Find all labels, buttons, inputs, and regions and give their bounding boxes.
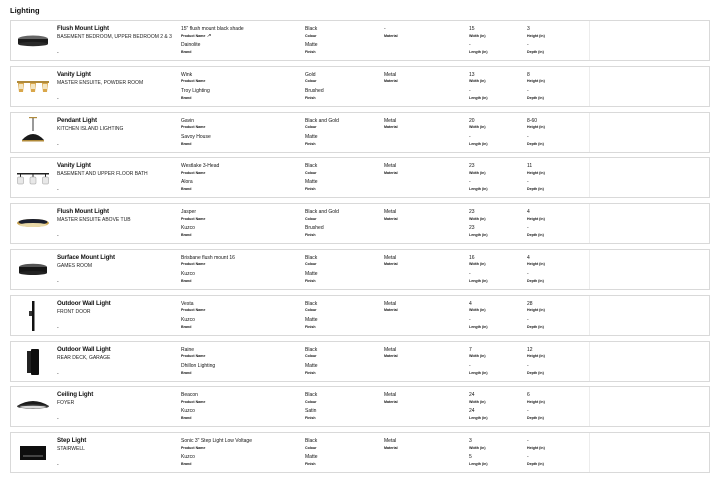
lighting-list	[10, 20, 710, 478]
product-name-label: Product Name	[181, 170, 206, 175]
step-light-icon	[13, 436, 53, 469]
depth-value: -	[527, 42, 529, 48]
length-value: -	[469, 133, 471, 140]
brand-label: Brand	[181, 50, 192, 54]
divider	[589, 250, 590, 289]
height-label: Height (in)	[527, 79, 545, 84]
item-note: -	[57, 233, 59, 240]
length-value: 23	[469, 225, 475, 232]
brand-label: Brand	[181, 462, 192, 467]
item-location: GAMES ROOM	[57, 262, 93, 269]
colour-label: Colour	[305, 399, 317, 404]
height-value: 4	[527, 254, 530, 261]
brand-value: Kuzco	[181, 316, 195, 323]
list-item[interactable]	[10, 66, 710, 107]
divider	[589, 67, 590, 106]
item-name: Flush Mount Light	[57, 25, 109, 32]
colour-value: Black	[305, 438, 318, 445]
width-value: 24	[469, 392, 475, 399]
width-value: 16	[469, 254, 475, 261]
item-note: -	[57, 95, 59, 102]
product-name-label	[181, 34, 211, 38]
colour-value: Gold	[305, 71, 316, 78]
depth-label: Depth (in)	[527, 462, 544, 467]
product-name-value: Vesta	[181, 300, 194, 307]
item-location: MASTER ENSUITE, POWDER ROOM	[57, 79, 144, 86]
product-name-label-text: Product Name	[181, 33, 206, 38]
depth-label: Depth (in)	[527, 324, 544, 329]
item-name: Outdoor Wall Light	[57, 345, 111, 353]
product-name-value: Westlake 3-Head	[181, 163, 220, 170]
material-value: Metal	[384, 254, 397, 261]
height-value: -	[527, 438, 529, 445]
vanity-3-head-light-icon	[13, 161, 53, 194]
length-value: -	[469, 87, 471, 94]
width-label: Width (in)	[469, 170, 486, 175]
height-value: 4	[527, 209, 530, 216]
list-item[interactable]	[10, 432, 710, 473]
length-value: -	[469, 316, 471, 323]
depth-value: -	[527, 270, 529, 277]
item-note: -	[57, 278, 59, 285]
width-value: 13	[469, 71, 475, 78]
item-note: -	[57, 141, 59, 148]
depth-value: -	[527, 179, 529, 186]
length-label: Length (in)	[469, 416, 488, 421]
outdoor-wall-cylinder-light-icon	[13, 345, 53, 378]
product-name-value: Sonic 3" Step Light Low Voltage	[181, 438, 252, 445]
colour-label: Colour	[305, 354, 317, 359]
colour-value: Black and Gold	[305, 209, 339, 216]
height-label: Height (in)	[527, 445, 545, 450]
width-label: Width (in)	[469, 125, 486, 130]
outdoor-wall-bar-light-icon	[13, 299, 53, 332]
finish-value: Matte	[305, 42, 318, 48]
divider	[589, 113, 590, 152]
height-label: Height (in)	[527, 125, 545, 130]
material-label: Material	[384, 79, 398, 84]
height-label: Height (in)	[527, 399, 545, 404]
divider	[589, 387, 590, 426]
item-location: FOYER	[57, 400, 75, 407]
depth-label: Depth (in)	[527, 95, 544, 100]
width-value: 15	[469, 26, 475, 32]
item-note: -	[57, 187, 59, 194]
length-label: Length (in)	[469, 278, 488, 283]
length-label: Length (in)	[469, 233, 488, 238]
finish-value: Matte	[305, 362, 318, 369]
finish-label: Finish	[305, 233, 316, 238]
material-label: Material	[384, 170, 398, 175]
list-item[interactable]	[10, 341, 710, 382]
product-name-value: Jasper	[181, 209, 197, 216]
divider	[589, 204, 590, 243]
material-value: Metal	[384, 392, 397, 399]
depth-value: -	[527, 133, 529, 140]
width-label: Width (in)	[469, 33, 486, 38]
item-location: KITCHEN ISLAND LIGHTING	[57, 125, 124, 132]
material-value: Metal	[384, 300, 397, 307]
ceiling-light-icon	[13, 390, 53, 423]
product-name-label: Product Name	[181, 308, 206, 313]
brand-value: Alora	[181, 179, 193, 186]
item-name: Outdoor Wall Light	[57, 299, 111, 307]
product-name-value: Gavin	[181, 117, 195, 124]
brand-value: Kuzco	[181, 225, 195, 232]
length-label: Length (in)	[469, 95, 488, 100]
length-label: Length (in)	[469, 370, 488, 375]
item-name: Ceiling Light	[57, 391, 94, 399]
colour-label: Colour	[305, 79, 317, 84]
finish-value: Brushed	[305, 87, 324, 94]
list-item[interactable]	[10, 295, 710, 336]
product-name-label: Product Name	[181, 399, 206, 404]
colour-value: Black	[305, 300, 318, 307]
product-name-label: Product Name	[181, 354, 206, 359]
material-value: Metal	[384, 209, 397, 216]
divider	[589, 296, 590, 335]
list-item[interactable]	[10, 112, 710, 153]
brand-label: Brand	[181, 141, 192, 146]
material-value: Metal	[384, 117, 397, 124]
finish-value: Brushed	[305, 225, 324, 232]
product-name-label: Product Name	[181, 216, 206, 221]
material-label: Material	[384, 216, 398, 221]
colour-value: Black	[305, 163, 318, 170]
length-value: -	[469, 270, 471, 277]
finish-value: Matte	[305, 133, 318, 140]
finish-value: Matte	[305, 316, 318, 323]
colour-label: Colour	[305, 308, 317, 313]
finish-label: Finish	[305, 462, 316, 467]
length-value: -	[469, 179, 471, 186]
width-value: 7	[469, 346, 472, 353]
item-location: BASEMENT AND UPPER FLOOR BATH	[57, 171, 148, 178]
brand-label: Brand	[181, 370, 192, 375]
width-label: Width (in)	[469, 354, 486, 359]
depth-value: -	[527, 454, 529, 461]
height-value: 8	[527, 71, 530, 78]
height-label: Height (in)	[527, 262, 545, 267]
depth-label: Depth (in)	[527, 233, 544, 238]
colour-label: Colour	[305, 125, 317, 130]
item-note: -	[57, 462, 59, 469]
depth-label: Depth (in)	[527, 370, 544, 375]
width-value: 3	[469, 438, 472, 445]
material-label: Material	[384, 262, 398, 267]
list-item[interactable]	[10, 157, 710, 198]
material-value: Metal	[384, 438, 397, 445]
item-name: Step Light	[57, 437, 87, 445]
width-value: 4	[469, 300, 472, 307]
brand-label: Brand	[181, 95, 192, 100]
width-label: Width (in)	[469, 216, 486, 221]
length-label: Length (in)	[469, 50, 488, 54]
depth-value: -	[527, 87, 529, 94]
material-value: Metal	[384, 71, 397, 78]
pendant-light-icon	[13, 116, 53, 149]
material-label: Material	[384, 399, 398, 404]
finish-value: Matte	[305, 179, 318, 186]
item-location: FRONT DOOR	[57, 308, 91, 315]
length-label: Length (in)	[469, 462, 488, 467]
link-icon[interactable]	[207, 34, 211, 37]
depth-value: -	[527, 316, 529, 323]
depth-label: Depth (in)	[527, 187, 544, 192]
material-label: Material	[384, 308, 398, 313]
material-value: -	[384, 26, 386, 32]
depth-value: -	[527, 362, 529, 369]
flush-mount-light-icon	[13, 24, 53, 57]
product-name-label: Product Name	[181, 79, 206, 84]
depth-label: Depth (in)	[527, 141, 544, 146]
item-name: Pendant Light	[57, 116, 97, 124]
length-value: 5	[469, 454, 472, 461]
item-location: REAR DECK, GARAGE	[57, 354, 111, 361]
product-name-value: Wink	[181, 71, 193, 78]
depth-label: Depth (in)	[527, 278, 544, 283]
finish-label: Finish	[305, 141, 316, 146]
width-value: 23	[469, 163, 475, 170]
item-name: Surface Mount Light	[57, 253, 115, 261]
item-location: STAIRWELL	[57, 446, 85, 453]
divider	[589, 342, 590, 381]
list-item[interactable]	[10, 20, 710, 61]
width-label: Width (in)	[469, 399, 486, 404]
finish-label: Finish	[305, 324, 316, 329]
finish-value: Matte	[305, 270, 318, 277]
material-label: Material	[384, 125, 398, 130]
item-location: BASEMENT BEDROOM, UPPER BEDROOM 2 & 3	[57, 34, 172, 40]
product-name-label: Product Name	[181, 445, 206, 450]
brand-value: Kuzco	[181, 270, 195, 277]
depth-label: Depth (in)	[527, 416, 544, 421]
finish-label: Finish	[305, 278, 316, 283]
list-item[interactable]	[10, 249, 710, 290]
length-value: 24	[469, 408, 475, 415]
length-label: Length (in)	[469, 187, 488, 192]
list-item[interactable]	[10, 203, 710, 244]
product-name-label: Product Name	[181, 262, 206, 267]
product-name-value: Beacon	[181, 392, 198, 399]
colour-value: Black and Gold	[305, 117, 339, 124]
divider	[589, 158, 590, 197]
length-value: -	[469, 42, 471, 48]
item-note: -	[57, 50, 59, 56]
surface-mount-light-icon	[13, 253, 53, 286]
length-label: Length (in)	[469, 324, 488, 329]
item-name: Flush Mount Light	[57, 208, 109, 216]
product-name-value: Brisbane flush mount 16	[181, 254, 235, 261]
length-value: -	[469, 362, 471, 369]
brand-label: Brand	[181, 324, 192, 329]
divider	[589, 433, 590, 472]
colour-label: Colour	[305, 170, 317, 175]
height-value: 11	[527, 163, 533, 170]
brand-value: Troy Lighting	[181, 87, 210, 94]
item-note: -	[57, 416, 59, 423]
finish-label: Finish	[305, 187, 316, 192]
list-item[interactable]	[10, 386, 710, 427]
height-value: 3	[527, 26, 530, 32]
height-label: Height (in)	[527, 33, 545, 38]
material-label: Material	[384, 33, 398, 38]
finish-value: Matte	[305, 454, 318, 461]
width-label: Width (in)	[469, 79, 486, 84]
height-value: 8-60	[527, 117, 538, 124]
brand-label: Brand	[181, 187, 192, 192]
finish-label: Finish	[305, 50, 316, 54]
item-note: -	[57, 324, 59, 331]
material-label: Material	[384, 445, 398, 450]
depth-value: -	[527, 225, 529, 232]
colour-value: Black	[305, 254, 318, 261]
finish-label: Finish	[305, 95, 316, 100]
colour-label: Colour	[305, 216, 317, 221]
brand-value: Kuzco	[181, 454, 195, 461]
finish-label: Finish	[305, 416, 316, 421]
height-value: 28	[527, 300, 533, 307]
brand-value: Dainolite	[181, 42, 201, 48]
width-label: Width (in)	[469, 262, 486, 267]
colour-label: Colour	[305, 33, 317, 38]
page-title: Lighting	[10, 6, 40, 15]
width-value: 20	[469, 117, 475, 124]
item-note: -	[57, 370, 59, 377]
product-name-label: Product Name	[181, 125, 206, 130]
length-label: Length (in)	[469, 141, 488, 146]
divider	[589, 21, 590, 60]
finish-value: Satin	[305, 408, 317, 415]
brand-value: Kuzco	[181, 408, 195, 415]
material-value: Metal	[384, 346, 397, 353]
product-name-value: 15" flush mount black shade	[181, 26, 244, 32]
height-value: 6	[527, 392, 530, 399]
height-label: Height (in)	[527, 308, 545, 313]
height-value: 12	[527, 346, 533, 353]
brand-value: Dhillon Lighting	[181, 362, 216, 369]
brand-label: Brand	[181, 416, 192, 421]
colour-label: Colour	[305, 445, 317, 450]
colour-value: Black	[305, 26, 318, 32]
colour-value: Black	[305, 392, 318, 399]
finish-label: Finish	[305, 370, 316, 375]
flush-mount-gold-icon	[13, 207, 53, 240]
material-value: Metal	[384, 163, 397, 170]
brand-value: Savoy House	[181, 133, 211, 140]
colour-value: Black	[305, 346, 318, 353]
height-label: Height (in)	[527, 354, 545, 359]
height-label: Height (in)	[527, 216, 545, 221]
item-name: Vanity Light	[57, 70, 91, 78]
item-name: Vanity Light	[57, 162, 91, 170]
product-name-value: Raine	[181, 346, 195, 353]
depth-value: -	[527, 408, 529, 415]
material-label: Material	[384, 354, 398, 359]
colour-label: Colour	[305, 262, 317, 267]
width-value: 23	[469, 209, 475, 216]
vanity-light-icon	[13, 70, 53, 103]
brand-label: Brand	[181, 278, 192, 283]
width-label: Width (in)	[469, 308, 486, 313]
height-label: Height (in)	[527, 170, 545, 175]
brand-label: Brand	[181, 233, 192, 238]
item-location: MASTER ENSUITE ABOVE TUB	[57, 217, 131, 224]
width-label: Width (in)	[469, 445, 486, 450]
depth-label: Depth (in)	[527, 50, 544, 54]
